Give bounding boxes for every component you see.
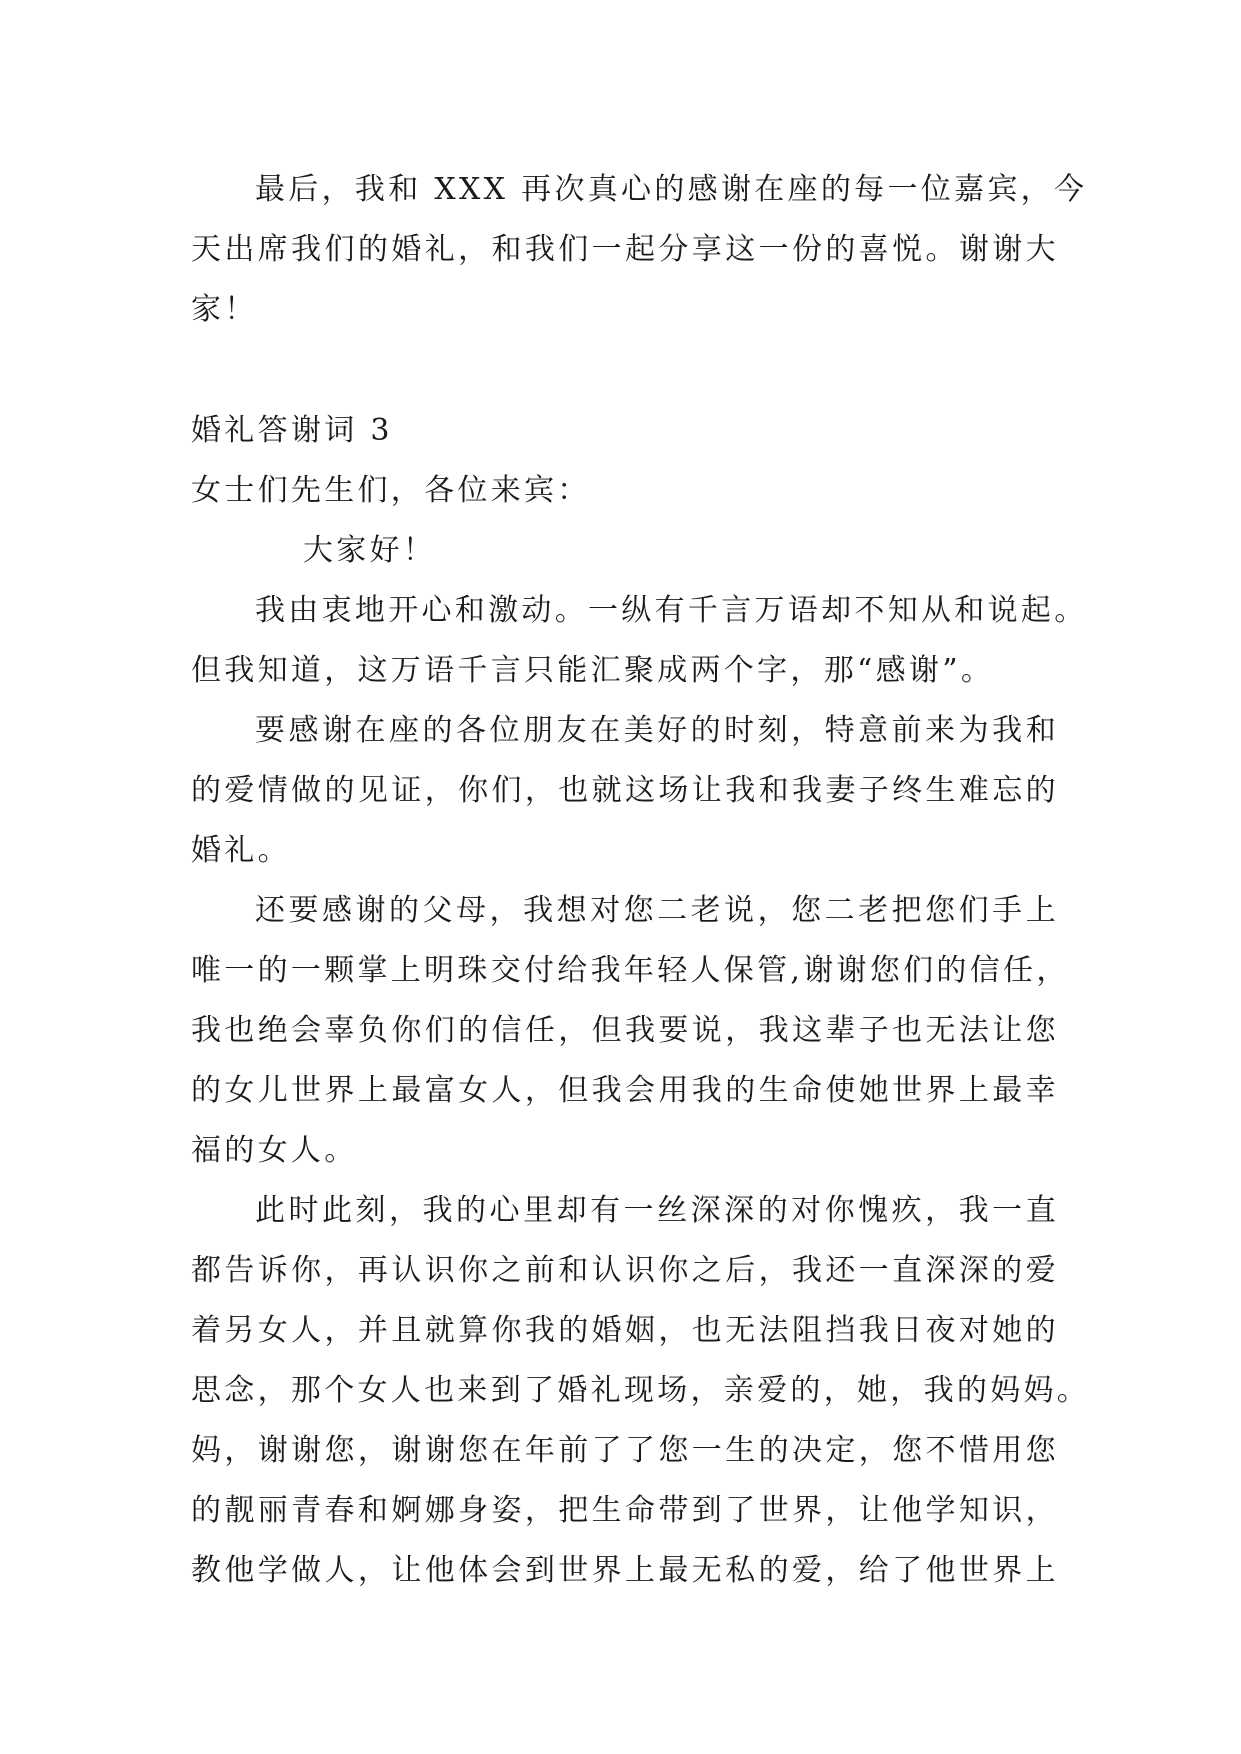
text-line: 的靓丽青春和婀娜身姿，把生命带到了世界，让他学知识，	[191, 1493, 1059, 1528]
text-line: 妈，谢谢您，谢谢您在年前了了您一生的决定，您不惜用您	[191, 1433, 1059, 1468]
text-line: 的女儿世界上最富女人，但我会用我的生命使她世界上最幸	[191, 1073, 1059, 1108]
paragraph-2	[191, 701, 1059, 881]
salutation: 女士们先生们，各位来宾：	[191, 473, 591, 508]
section-title: 婚礼答谢词 3	[191, 413, 393, 448]
text-line: 着另女人，并且就算你我的婚姻，也无法阻挡我日夜对她的	[191, 1313, 1059, 1348]
text-line: 唯一的一颗掌上明珠交付给我年轻人保管,谢谢您们的信任，	[191, 953, 1070, 988]
text-line: 我由衷地开心和激动。一纵有千言万语却不知从和说起。	[255, 593, 1088, 628]
spacer	[191, 340, 1059, 401]
text-line: 福的女人。	[191, 1133, 358, 1168]
paragraph-4	[191, 1181, 1091, 1601]
text-line: 还要感谢的父母，我想对您二老说，您二老把您们手上	[255, 893, 1059, 928]
text-line: 教他学做人，让他体会到世界上最无私的爱，给了他世界上	[191, 1553, 1059, 1588]
text-line: 但我知道，这万语千言只能汇聚成两个字，那“感谢”。	[191, 653, 995, 688]
text-line: 天出席我们的婚礼，和我们一起分享这一份的喜悦。谢谢大	[191, 232, 1059, 267]
text-line: 婚礼。	[191, 833, 291, 868]
text-line: 最后，我和 XXX 再次真心的感谢在座的每一位嘉宾，今	[255, 172, 1088, 207]
text-line: 要感谢在座的各位朋友在美好的时刻，特意前来为我和	[255, 713, 1059, 748]
text-line: 家！	[191, 292, 258, 327]
text-line: 此时此刻，我的心里却有一丝深深的对你愧疚，我一直	[255, 1193, 1059, 1228]
greeting: 大家好！	[303, 533, 437, 568]
closing-paragraph	[191, 160, 1088, 340]
text-line: 的爱情做的见证，你们，也就这场让我和我妻子终生难忘的	[191, 773, 1059, 808]
paragraph-3	[191, 881, 1070, 1181]
text-line: 都告诉你，再认识你之前和认识你之后，我还一直深深的爱	[191, 1253, 1059, 1288]
paragraph-1	[191, 581, 1088, 701]
text-line: 思念，那个女人也来到了婚礼现场，亲爱的，她，我的妈妈。	[191, 1373, 1091, 1408]
text-line: 我也绝会辜负你们的信任，但我要说，我这辈子也无法让您	[191, 1013, 1059, 1048]
document-body	[191, 160, 1091, 1601]
